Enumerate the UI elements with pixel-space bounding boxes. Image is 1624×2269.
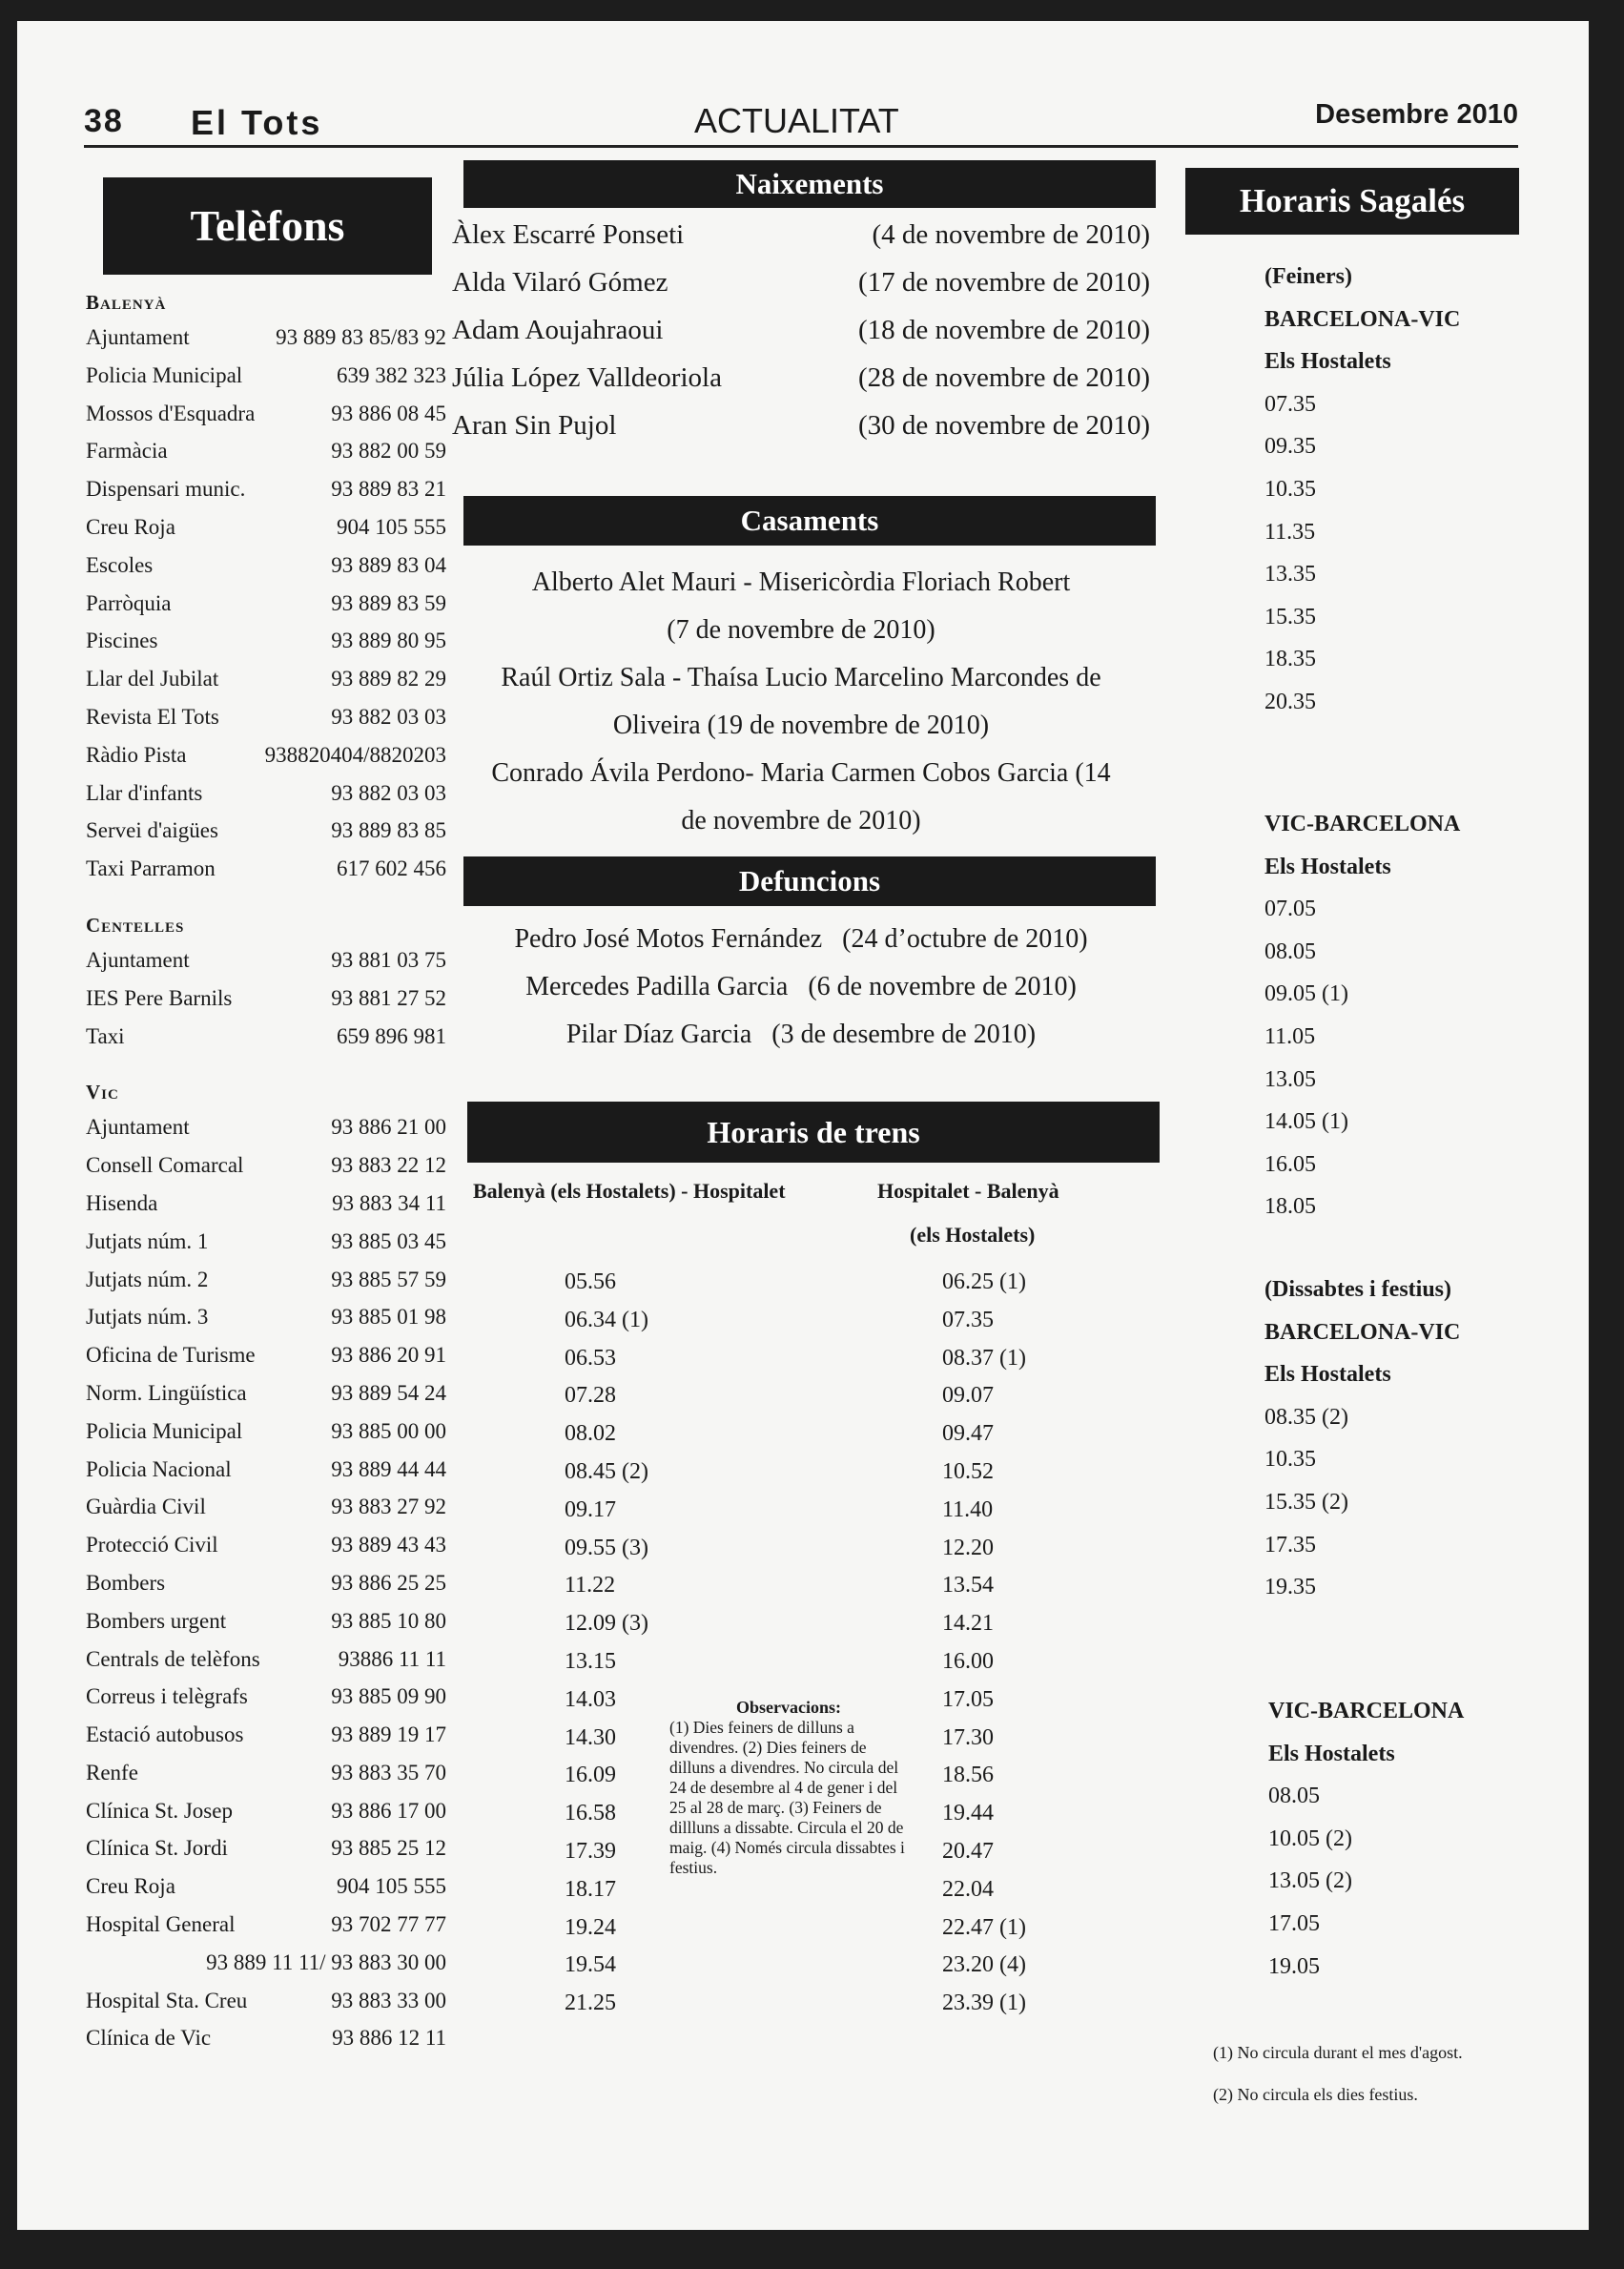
sagales-time: 08.35 (2) <box>1264 1404 1348 1430</box>
telefon-name: Consell Comarcal <box>86 1153 244 1178</box>
telefon-row <box>86 1336 446 1374</box>
weekend-vic-bcn-times <box>1268 1775 1554 1988</box>
telefon-name: Bombers urgent <box>86 1608 227 1633</box>
casament-line: de novembre de 2010) <box>681 806 921 835</box>
naixement-date: (30 de novembre de 2010) <box>857 410 1150 441</box>
trens-col-b-header-1: Hospitalet - Balenyà <box>877 1179 1059 1203</box>
sagales-title: Horaris Sagalés <box>1239 182 1466 219</box>
telefon-name: Norm. Lingüística <box>86 1380 247 1405</box>
telefon-number: 93 702 77 77 <box>331 1912 446 1937</box>
sagales-time: 07.35 <box>1264 391 1316 417</box>
telefon-number: 93 889 80 95 <box>331 629 446 653</box>
trens-col-a-header: Balenyà (els Hostalets) - Hospitalet <box>473 1179 786 1203</box>
tren-time: 13.54 <box>942 1573 994 1599</box>
sagales-bcn-vic-2: BARCELONA-VIC <box>1264 1319 1461 1345</box>
telefons-banner <box>103 177 432 275</box>
telefon-row <box>86 432 446 470</box>
tren-time: 06.53 <box>565 1345 616 1371</box>
telefon-name: Ràdio Pista <box>86 742 187 767</box>
naixement-name: Aran Sin Pujol <box>452 410 617 441</box>
telefon-name: Dispensari munic. <box>86 477 246 502</box>
casament-line: (7 de novembre de 2010) <box>667 615 935 645</box>
casaments-banner <box>463 496 1156 546</box>
telefon-name: Guàrdia Civil <box>86 1495 206 1519</box>
telefon-row <box>86 1488 446 1526</box>
tren-time: 11.22 <box>565 1573 616 1599</box>
telefon-number: 93 886 17 00 <box>331 1798 446 1823</box>
casament-line: Conrado Ávila Perdono- Maria Carmen Cobos Garcia (14 <box>491 758 1111 788</box>
tren-time: 21.25 <box>565 1991 616 2016</box>
trens-col-b-header-2: (els Hostalets) <box>910 1223 1036 1247</box>
tren-time: 19.54 <box>565 1952 616 1978</box>
telefon-row <box>86 1754 446 1792</box>
weekday-bcn-vic-times <box>1264 383 1551 724</box>
sagales-banner <box>1185 168 1519 235</box>
telefon-name: Estació autobusos <box>86 1722 244 1747</box>
telefon-name: Servei d'aigües <box>86 818 218 843</box>
telefon-number: 93 889 43 43 <box>331 1533 446 1557</box>
telefon-name: Ajuntament <box>86 947 190 972</box>
telefon-number: 93 886 21 00 <box>331 1115 446 1140</box>
telefon-name: Centrals de telèfons <box>86 1646 260 1671</box>
issue-date: Desembre 2010 <box>1315 99 1518 130</box>
telefon-row <box>86 585 446 623</box>
publication-name: El Tots <box>191 103 323 142</box>
telefon-row <box>86 1185 446 1223</box>
telefon-number: 93 886 12 11 <box>332 2026 446 2051</box>
telefon-name: Bombers <box>86 1570 166 1595</box>
weekday-vic-bcn-times <box>1264 888 1551 1228</box>
naixement-name: Adam Aoujahraoui <box>452 315 664 345</box>
telefon-row <box>86 1108 446 1146</box>
casament-line: Raúl Ortiz Sala - Thaísa Lucio Marcelino Marcondes de <box>501 663 1101 692</box>
sagales-time: 10.05 (2) <box>1268 1826 1352 1851</box>
sagales-notes <box>1213 2032 1537 2115</box>
sagales-feiners: (Feiners) <box>1264 264 1352 289</box>
sagales-time: 13.05 (2) <box>1268 1868 1352 1894</box>
naixement-row <box>448 258 1154 306</box>
telefon-name: Taxi Parramon <box>86 856 216 881</box>
sagales-stop-1: Els Hostalets <box>1264 349 1391 375</box>
telefon-number: 93886 11 11 <box>338 1646 446 1671</box>
sagales-vic-bcn-2: VIC-BARCELONA <box>1268 1699 1465 1723</box>
telefon-number: 93 883 27 92 <box>331 1495 446 1519</box>
tren-time: 22.47 (1) <box>942 1914 1026 1940</box>
telefon-row <box>86 395 446 433</box>
tren-time: 08.45 (2) <box>565 1458 648 1484</box>
naixement-name: Alda Vilaró Gómez <box>452 267 668 298</box>
page-number: 38 <box>84 103 124 139</box>
tren-time: 16.58 <box>565 1801 616 1826</box>
telefons-group <box>86 286 446 888</box>
telefons-group-heading: Vic <box>86 1081 119 1104</box>
telefon-row <box>86 1716 446 1754</box>
telefon-name: Protecció Civil <box>86 1533 218 1557</box>
sagales-note-1: (1) No circula durant el mes d'agost. <box>1213 2043 1463 2062</box>
tren-time: 18.17 <box>565 1876 616 1902</box>
telefon-row <box>86 2019 446 2057</box>
tren-time: 06.34 (1) <box>565 1307 648 1332</box>
tren-time: 06.25 (1) <box>942 1269 1026 1294</box>
sagales-vic-bcn-1: VIC-BARCELONA <box>1264 812 1461 836</box>
sagales-festius: (Dissabtes i festius) <box>1264 1277 1451 1302</box>
naixement-row <box>448 402 1154 449</box>
telefons-group <box>86 909 446 1055</box>
telefon-number: 639 382 323 <box>337 362 446 387</box>
telefon-number: 93 885 01 98 <box>331 1305 446 1330</box>
telefon-number: 93 889 44 44 <box>331 1456 446 1481</box>
tren-time: 20.47 <box>942 1838 994 1864</box>
defuncions-banner <box>463 856 1156 906</box>
telefon-name: Policia Municipal <box>86 1418 243 1443</box>
telefon-number: 93 889 83 59 <box>331 590 446 615</box>
defuncions-list <box>448 916 1154 1059</box>
naixement-row <box>448 211 1154 258</box>
telefon-number: 93 889 83 21 <box>331 477 446 502</box>
telefon-number: 93 889 83 85 <box>331 818 446 843</box>
sagales-time: 17.35 <box>1264 1532 1316 1557</box>
telefon-number: 93 883 35 70 <box>331 1760 446 1784</box>
naixements-list <box>448 211 1154 449</box>
telefon-number: 659 896 981 <box>337 1023 446 1048</box>
sagales-bcn-vic-1: BARCELONA-VIC <box>1264 306 1461 332</box>
telefon-name: Llar del Jubilat <box>86 667 219 691</box>
telefon-name: Policia Municipal <box>86 362 243 387</box>
telefon-row <box>86 1564 446 1602</box>
telefon-row <box>86 660 446 698</box>
naixement-name: Júlia López Valldeoriola <box>452 362 722 393</box>
sagales-time: 14.05 (1) <box>1264 1109 1348 1135</box>
telefon-row <box>86 1792 446 1830</box>
telefon-row <box>86 1261 446 1299</box>
telefons-group-heading: Centelles <box>86 913 185 937</box>
telefon-number: 93 882 00 59 <box>331 439 446 464</box>
telefon-row <box>86 1223 446 1261</box>
tren-time: 22.04 <box>942 1876 994 1902</box>
telefon-number: 93 883 22 12 <box>331 1153 446 1178</box>
telefon-number: 93 886 20 91 <box>331 1343 446 1368</box>
telefon-name: Policia Nacional <box>86 1456 232 1481</box>
telefon-number: 93 889 54 24 <box>331 1380 446 1405</box>
tren-time: 07.35 <box>942 1307 994 1332</box>
trens-observacions <box>669 1698 908 1878</box>
naixement-date: (28 de novembre de 2010) <box>857 362 1150 393</box>
telefon-row <box>86 1298 446 1336</box>
telefon-row <box>86 1906 446 1944</box>
telefon-name: Ajuntament <box>86 325 190 349</box>
telefon-number: 938820404/8820203 <box>264 742 446 767</box>
telefon-name: Correus i telègrafs <box>86 1684 248 1709</box>
telefon-number: 93 885 03 45 <box>331 1228 446 1253</box>
telefon-name: Parròquia <box>86 590 172 615</box>
tren-time: 19.44 <box>942 1801 994 1826</box>
tren-time: 14.03 <box>565 1686 616 1712</box>
tren-time: 09.47 <box>942 1421 994 1447</box>
tren-time: 23.20 (4) <box>942 1952 1026 1978</box>
sagales-time: 18.05 <box>1264 1194 1316 1220</box>
telefon-row <box>86 1526 446 1564</box>
telefon-row <box>86 622 446 660</box>
telefon-number: 904 105 555 <box>337 514 446 539</box>
telefon-name: Clínica de Vic <box>86 2026 212 2051</box>
telefon-number: 93 881 27 52 <box>331 985 446 1010</box>
casaments-list <box>448 559 1154 845</box>
telefon-number: 93 885 10 80 <box>331 1608 446 1633</box>
sagales-time: 15.35 <box>1264 604 1316 629</box>
tren-time: 05.56 <box>565 1269 616 1294</box>
sagales-time: 20.35 <box>1264 689 1316 714</box>
tren-time: 12.09 (3) <box>565 1611 648 1637</box>
tren-time: 19.24 <box>565 1914 616 1940</box>
telefon-row <box>86 850 446 888</box>
sagales-time: 13.05 <box>1264 1066 1316 1092</box>
telefon-name: Jutjats núm. 2 <box>86 1267 209 1291</box>
telefons-title: Telèfons <box>190 201 345 250</box>
telefon-name: Jutjats núm. 3 <box>86 1305 209 1330</box>
weekend-bcn-vic-times <box>1264 1396 1551 1609</box>
naixements-banner <box>463 160 1156 208</box>
obs-title: Observacions: <box>736 1698 841 1717</box>
telefon-row <box>86 1829 446 1867</box>
trens-col-a <box>565 1264 698 2023</box>
sagales-time: 15.35 (2) <box>1264 1489 1348 1515</box>
defuncions-title: Defuncions <box>738 864 881 897</box>
casaments-title: Casaments <box>740 504 879 537</box>
sagales-time: 07.05 <box>1264 897 1316 922</box>
trens-col-b <box>942 1264 1076 2023</box>
tren-time: 16.09 <box>565 1763 616 1788</box>
telefon-number: 93 882 03 03 <box>331 780 446 805</box>
telefon-number: 93 881 03 75 <box>331 947 446 972</box>
naixements-title: Naixements <box>735 167 884 200</box>
tren-time: 16.00 <box>942 1648 994 1674</box>
tren-time: 13.15 <box>565 1648 616 1674</box>
tren-time: 07.28 <box>565 1383 616 1409</box>
telefon-row <box>86 1451 446 1489</box>
telefon-name: Creu Roja <box>86 1874 175 1899</box>
naixement-row <box>448 354 1154 402</box>
telefon-row <box>86 1982 446 2020</box>
trens-banner <box>467 1102 1160 1163</box>
telefon-name: Oficina de Turisme <box>86 1343 256 1368</box>
telefon-name: Ajuntament <box>86 1115 190 1140</box>
sagales-time: 16.05 <box>1264 1151 1316 1177</box>
sagales-time: 17.05 <box>1268 1910 1320 1936</box>
sagales-schedule <box>1264 256 1551 724</box>
telefon-row <box>86 1640 446 1679</box>
tren-time: 08.02 <box>565 1421 616 1447</box>
telefon-name: Renfe <box>86 1760 138 1784</box>
tren-time: 09.55 (3) <box>565 1535 648 1560</box>
sagales-time: 19.35 <box>1264 1575 1316 1600</box>
tren-time: 23.39 (1) <box>942 1991 1026 2016</box>
telefon-row <box>86 1146 446 1185</box>
telefon-name: Escoles <box>86 552 154 577</box>
telefon-row <box>86 941 446 980</box>
sagales-stop-2: Els Hostalets <box>1264 854 1391 879</box>
telefon-row <box>86 1018 446 1056</box>
naixement-name: Àlex Escarré Ponseti <box>452 219 685 250</box>
tren-time: 17.05 <box>942 1686 994 1712</box>
telefon-number: 93 885 00 00 <box>331 1418 446 1443</box>
naixement-date: (4 de novembre de 2010) <box>872 219 1150 250</box>
naixement-row <box>448 306 1154 354</box>
sagales-time: 08.05 <box>1264 939 1316 964</box>
sagales-stop-4: Els Hostalets <box>1268 1741 1395 1766</box>
telefon-row <box>86 1413 446 1451</box>
section-title: ACTUALITAT <box>694 101 899 140</box>
sagales-time: 09.35 <box>1264 434 1316 460</box>
telefon-name: Revista El Tots <box>86 704 219 729</box>
telefon-number: 93 886 08 45 <box>331 401 446 425</box>
telefon-row <box>86 1374 446 1413</box>
telefon-number: 93 889 11 11/ 93 883 30 00 <box>206 1949 446 1974</box>
telefon-number: 93 882 03 03 <box>331 704 446 729</box>
telefon-number: 93 889 83 04 <box>331 552 446 577</box>
sagales-time: 09.05 (1) <box>1264 981 1348 1007</box>
telefon-number: 93 885 25 12 <box>331 1836 446 1861</box>
telefons-group <box>86 1076 446 2057</box>
telefon-row <box>86 1678 446 1716</box>
naixement-date: (18 de novembre de 2010) <box>857 315 1150 345</box>
telefon-row <box>86 980 446 1018</box>
telefons-group-heading: Balenyà <box>86 291 167 314</box>
sagales-time: 11.35 <box>1264 519 1316 545</box>
telefon-number: 93 885 09 90 <box>331 1684 446 1709</box>
sagales-note-2: (2) No circula els dies festius. <box>1213 2085 1418 2104</box>
tren-time: 14.30 <box>565 1724 616 1750</box>
telefon-number: 617 602 456 <box>337 856 446 881</box>
telefon-row <box>86 1602 446 1640</box>
telefon-number: 93 883 33 00 <box>331 1988 446 2012</box>
telefon-number: 93 889 83 85/83 92 <box>276 325 446 349</box>
telefon-row <box>86 812 446 850</box>
telefon-name: Llar d'infants <box>86 780 203 805</box>
telefon-name: Creu Roja <box>86 514 175 539</box>
tren-time: 11.40 <box>942 1496 994 1522</box>
sagales-time: 08.05 <box>1268 1784 1320 1809</box>
telefon-row <box>86 774 446 813</box>
telefon-name: Hisenda <box>86 1190 158 1215</box>
telefon-number: 93 886 25 25 <box>331 1570 446 1595</box>
sagales-stop-3: Els Hostalets <box>1264 1362 1391 1388</box>
tren-time: 10.52 <box>942 1458 994 1484</box>
telefon-name: Clínica St. Josep <box>86 1798 233 1823</box>
trens-title: Horaris de trens <box>707 1115 920 1149</box>
telefon-row <box>86 470 446 508</box>
telefon-number: 93 885 57 59 <box>331 1267 446 1291</box>
sagales-schedule-2 <box>1264 803 1551 1228</box>
telefon-number: 904 105 555 <box>337 1874 446 1899</box>
tren-time: 17.30 <box>942 1724 994 1750</box>
defuncio-line: Pedro José Motos Fernández (24 d’octubre de 2010) <box>514 924 1088 954</box>
sagales-time: 18.35 <box>1264 647 1316 672</box>
telefon-row <box>86 698 446 736</box>
telefon-row <box>86 1867 446 1906</box>
page-header <box>84 86 1518 148</box>
casament-line: Alberto Alet Mauri - Misericòrdia Floriach Robert <box>531 567 1071 597</box>
sagales-time: 19.05 <box>1268 1953 1320 1979</box>
tren-time: 09.07 <box>942 1383 994 1409</box>
sagales-time: 11.05 <box>1264 1023 1316 1049</box>
sagales-time: 10.35 <box>1264 476 1316 502</box>
telefon-name: Mossos d'Esquadra <box>86 401 256 425</box>
tren-time: 12.20 <box>942 1535 994 1560</box>
telefon-row <box>86 547 446 585</box>
sagales-time: 13.35 <box>1264 562 1316 588</box>
tren-time: 08.37 (1) <box>942 1345 1026 1371</box>
telefon-row <box>86 508 446 547</box>
telefon-number: 93 889 19 17 <box>331 1722 446 1747</box>
telefon-name: Farmàcia <box>86 439 168 464</box>
telefon-number: 93 889 82 29 <box>331 667 446 691</box>
telefons-list <box>86 286 446 2078</box>
telefon-name: IES Pere Barnils <box>86 985 233 1010</box>
sagales-time: 10.35 <box>1264 1447 1316 1473</box>
tren-time: 14.21 <box>942 1611 994 1637</box>
telefon-name: Hospital Sta. Creu <box>86 1988 248 2012</box>
telefon-name: Jutjats núm. 1 <box>86 1228 209 1253</box>
defuncio-line: Mercedes Padilla Garcia (6 de novembre de 2010) <box>525 972 1077 1001</box>
casament-line: Oliveira (19 de novembre de 2010) <box>612 711 990 740</box>
telefon-name: Hospital General <box>86 1912 236 1937</box>
defuncio-line: Pilar Díaz Garcia (3 de desembre de 2010) <box>565 1020 1037 1049</box>
telefon-row <box>86 357 446 395</box>
telefon-name: Piscines <box>86 629 158 653</box>
sagales-schedule-4 <box>1268 1690 1554 1988</box>
telefon-row <box>86 736 446 774</box>
sagales-schedule-3 <box>1264 1269 1551 1609</box>
tren-time: 09.17 <box>565 1496 616 1522</box>
telefon-number: 93 883 34 11 <box>332 1190 446 1215</box>
telefon-row <box>86 319 446 357</box>
telefon-name: Clínica St. Jordi <box>86 1836 228 1861</box>
telefon-row <box>86 1944 446 1982</box>
tren-time: 17.39 <box>565 1838 616 1864</box>
naixement-date: (17 de novembre de 2010) <box>857 267 1150 298</box>
obs-text: (1) Dies feiners de dilluns a divendres. (2) Dies feiners de dilluns a divendres. No circula del 24 de desembre al 4 de gener i del 25 al 28 de març. (3) Feiners de dillluns a dissabte. Circula el 20 de maig. (4) Només circula dissabtes i festius. <box>669 1718 905 1877</box>
telefon-name: Taxi <box>86 1023 125 1048</box>
tren-time: 18.56 <box>942 1763 994 1788</box>
